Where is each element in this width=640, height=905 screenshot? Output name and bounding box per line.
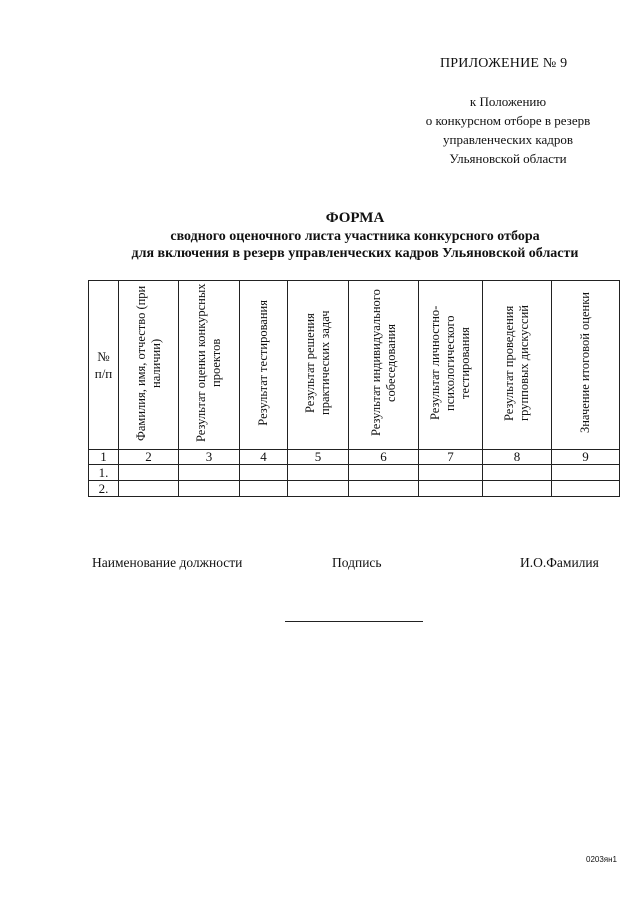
column-number: 9 (552, 450, 620, 465)
header-number-abbr: п/п (94, 366, 113, 381)
column-number: 1 (89, 450, 119, 465)
column-number-row (89, 450, 620, 465)
column-number: 6 (349, 450, 419, 465)
row-number: 1. (89, 465, 119, 481)
row-number: 2. (89, 481, 119, 497)
header-cell-tasks (288, 281, 349, 450)
header-projects-result: Результат оценки конкурсных проектов (194, 283, 223, 443)
signature-position-label: Наименование должности (92, 555, 243, 570)
table-cell (349, 481, 419, 497)
evaluation-table (88, 280, 620, 497)
table-cell (288, 465, 349, 481)
table-cell (552, 481, 620, 497)
header-final-score: Значение итоговой оценки (578, 292, 592, 434)
table-row (89, 465, 620, 481)
table-cell (179, 465, 240, 481)
header-number-symbol: № (97, 349, 110, 364)
table-cell (483, 481, 552, 497)
table-cell (240, 465, 288, 481)
header-psych-testing-result: Результат личностно-психологического тестирования (428, 305, 472, 421)
column-number: 2 (119, 450, 179, 465)
annex-line: к Положению (469, 94, 547, 109)
annex-line: о конкурсном отборе в резерв (425, 113, 591, 128)
table-row (89, 481, 620, 497)
form-title: ФОРМА (325, 210, 385, 226)
column-number: 4 (240, 450, 288, 465)
header-interview-result: Результат индивидуального собеседования (368, 289, 398, 437)
column-number: 5 (288, 450, 349, 465)
annex-line: Ульяновской области (449, 151, 567, 166)
header-testing-result: Результат тестирования (256, 300, 270, 426)
table-cell (483, 465, 552, 481)
table-cell (419, 481, 483, 497)
table-cell (119, 481, 179, 497)
header-cell-final (552, 281, 620, 450)
annex-line: управленческих кадров (443, 132, 573, 147)
table-cell (552, 465, 620, 481)
header-cell-interview (349, 281, 419, 450)
form-subtitle-line-2: для включения в резерв управленческих кадров Ульяновской области (131, 246, 579, 261)
table-cell (349, 465, 419, 481)
column-number: 8 (483, 450, 552, 465)
column-number: 3 (179, 450, 240, 465)
annex-reference (390, 92, 626, 168)
table-cell (240, 481, 288, 497)
header-discussion-result: Результат проведения групповых дискуссий (502, 305, 531, 421)
column-number: 7 (419, 450, 483, 465)
header-tasks-result: Результат решения практических задач (303, 310, 332, 416)
header-cell-full-name (119, 281, 179, 450)
signature-sign-label: Подпись (332, 555, 382, 570)
table-cell (288, 481, 349, 497)
document-code: 0203ян1 (586, 855, 617, 864)
header-cell-psych (419, 281, 483, 450)
table-cell (119, 465, 179, 481)
form-subtitle-line-1: сводного оценочного листа участника конкурсного отбора (170, 229, 540, 244)
header-cell-discussion (483, 281, 552, 450)
header-cell-testing (240, 281, 288, 450)
header-cell-number (89, 281, 119, 450)
table-cell (179, 481, 240, 497)
header-cell-projects (179, 281, 240, 450)
header-full-name: Фамилия, имя, отчество (при наличии) (133, 285, 163, 441)
annex-title: ПРИЛОЖЕНИЕ № 9 (440, 56, 568, 71)
signature-name-label: И.О.Фамилия (520, 555, 599, 570)
table-header-row (89, 281, 620, 450)
signature-line (285, 621, 423, 622)
table-cell (419, 465, 483, 481)
